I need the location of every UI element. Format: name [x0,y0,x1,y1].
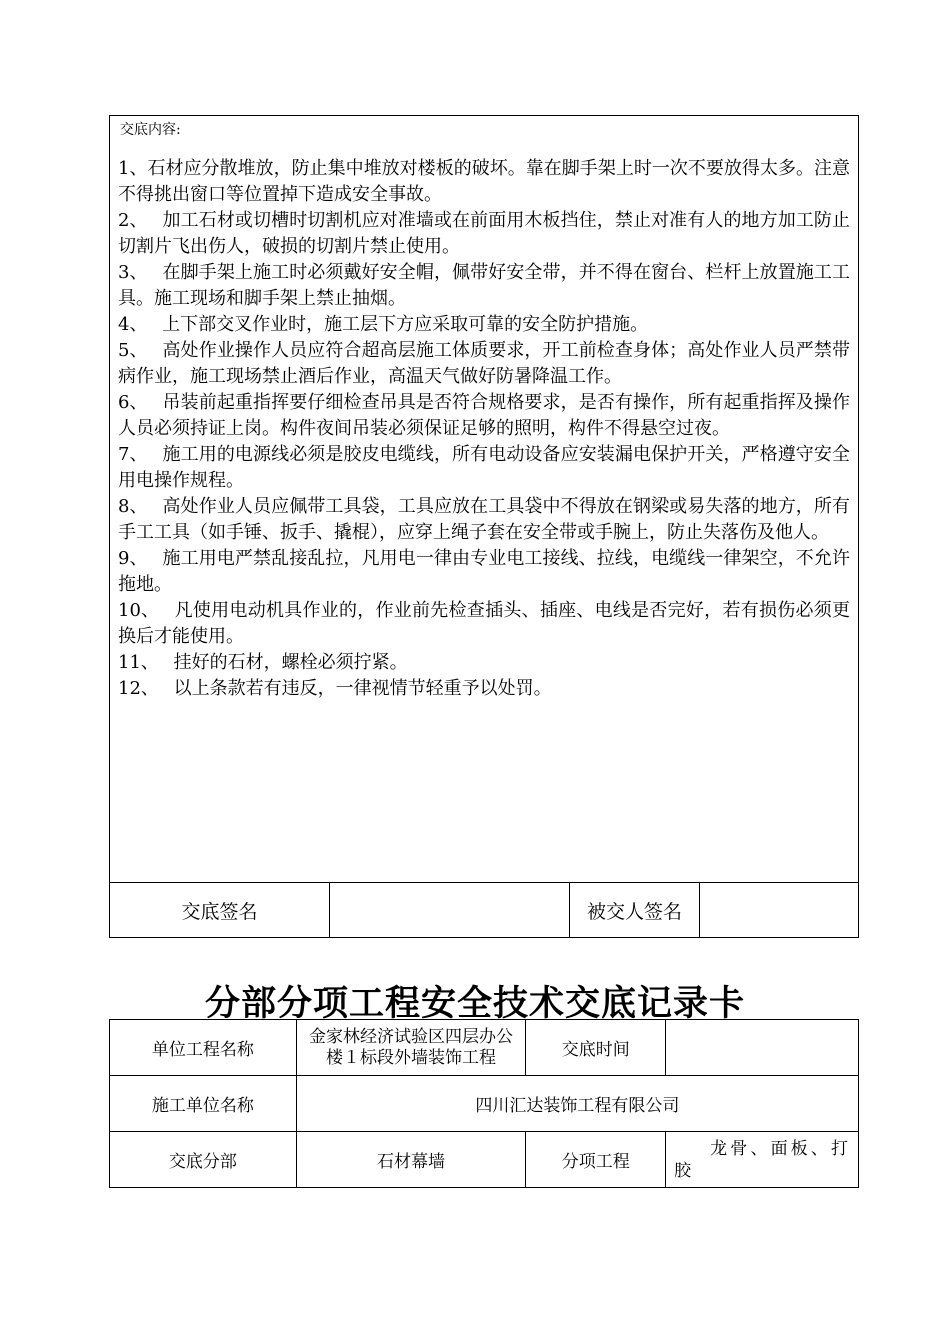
disclosure-time-label: 交底时间 [526,1020,666,1076]
unit-project-label: 单位工程名称 [110,1020,297,1076]
safety-item: 2、 加工石材或切槽时切割机应对准墙或在前面用木板挡住，禁止对准有人的地方加工防止切割片飞出伤人，破损的切割片禁止使用。 [118,210,850,257]
discloser-signature-label: 交底签名 [110,883,330,937]
table-row [110,1076,859,1132]
safety-item: 7、 施工用的电源线必须是胶皮电缆线，所有电动设备应安装漏电保护开关，严格遵守安全用电操作规程。 [118,444,850,491]
safety-item: 10、 凡使用电动机具作业的，作业前先检查插头、插座、电线是否完好，若有损伤必须更换后才能使用。 [118,600,850,647]
safety-item: 4、 上下部交叉作业时，施工层下方应采取可靠的安全防护措施。 [118,314,649,335]
safety-item: 12、 以上条款若有违反，一律视情节轻重予以处罚。 [118,678,552,699]
safety-item: 11、 挂好的石材，螺栓必须拧紧。 [118,652,408,673]
signature-row [109,882,859,938]
project-info-table [109,1019,859,1188]
safety-item: 8、 高处作业人员应佩带工具袋，工具应放在工具袋中不得放在钢梁或易失落的地方，所有手工工具（如手锤、扳手、撬棍），应穿上绳子套在安全带或手腕上，防止失落伤及他人。 [118,496,850,543]
subitem-value: 龙骨、面板、打胶 [666,1132,859,1188]
safety-items-list [118,156,850,702]
subitem-label: 分项工程 [526,1132,666,1188]
safety-item: 3、 在脚手架上施工时必须戴好安全帽，佩带好安全带，并不得在窗台、栏杆上放置施工工具。施工现场和脚手架上禁止抽烟。 [118,262,850,309]
contractor-value: 四川汇达装饰工程有限公司 [296,1076,858,1132]
discloser-signature-field[interactable] [330,883,570,937]
disclosure-content-box [109,115,859,883]
safety-item: 5、 高处作业操作人员应符合超高层施工体质要求，开工前检查身体；高处作业人员严禁带病作业，施工现场禁止酒后作业，高温天气做好防暑降温工作。 [118,340,850,387]
receiver-signature-label: 被交人签名 [570,883,700,937]
division-value: 石材幕墙 [296,1132,526,1188]
contractor-label: 施工单位名称 [110,1076,297,1132]
safety-item: 6、 吊装前起重指挥要仔细检查吊具是否符合规格要求，是否有操作，所有起重指挥及操作人员必须持证上岗。构件夜间吊装必须保证足够的照明，构件不得悬空过夜。 [118,392,850,439]
record-card-title: 分部分项工程安全技术交底记录卡 [204,983,745,1024]
table-row [110,1132,859,1188]
content-heading: 交底内容: [120,122,181,138]
safety-item: 1、石材应分散堆放，防止集中堆放对楼板的破坏。靠在脚手架上时一次不要放得太多。注意不得挑出窗口等位置掉下造成安全事故。 [118,158,850,205]
unit-project-value: 金家林经济试验区四层办公楼１标段外墙装饰工程 [296,1020,526,1076]
disclosure-time-value [666,1020,859,1076]
receiver-signature-field[interactable] [700,883,858,937]
table-row [110,1020,859,1076]
safety-item: 9、 施工用电严禁乱接乱拉，凡用电一律由专业电工接线、拉线，电缆线一律架空，不允许拖地。 [118,548,850,595]
division-label: 交底分部 [110,1132,297,1188]
